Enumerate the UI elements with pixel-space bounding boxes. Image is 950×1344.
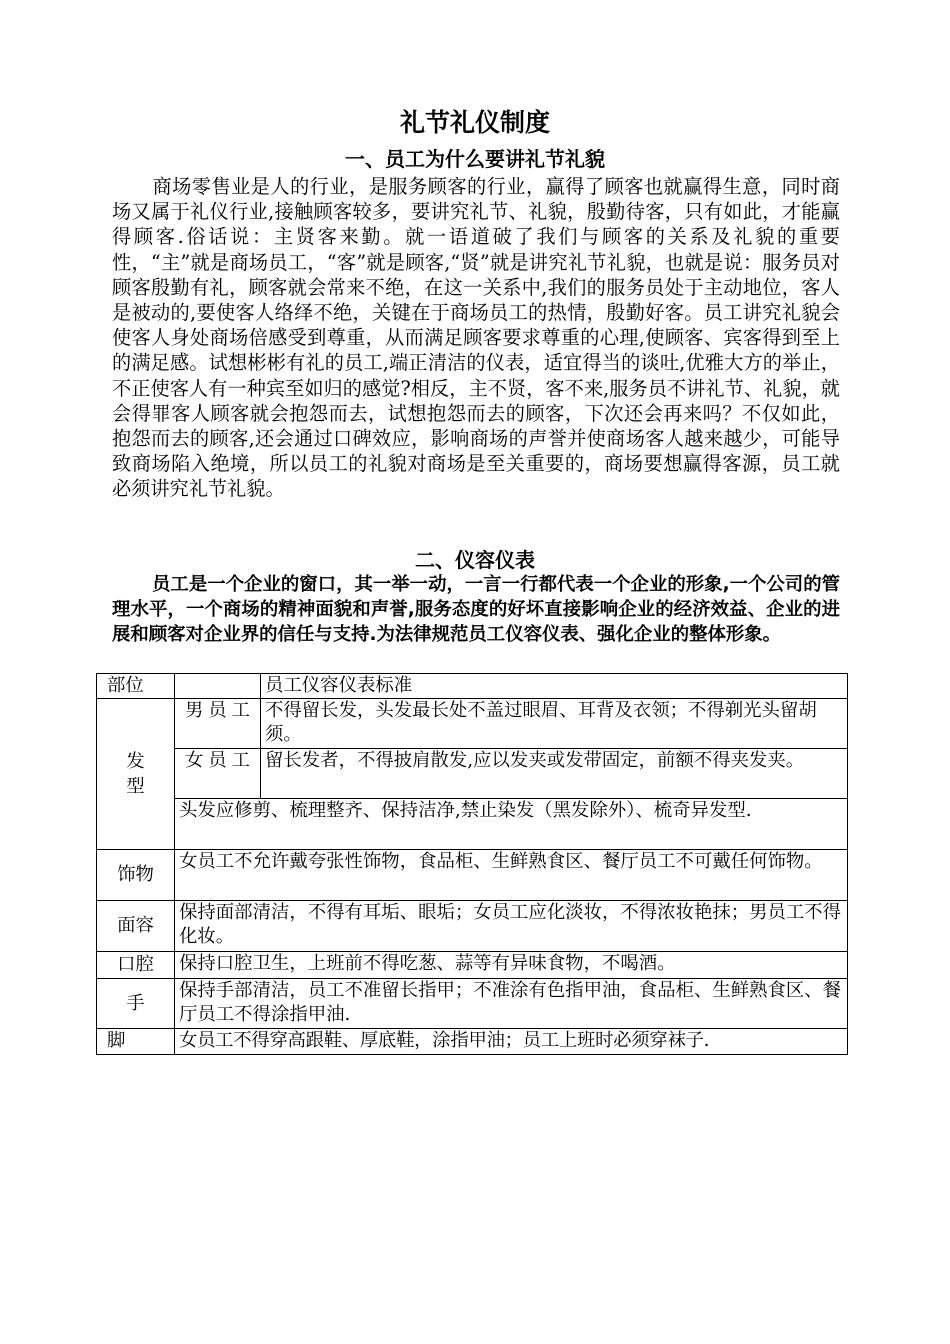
table-row-hair-female [97, 749, 848, 799]
part-label-hair: 发型 [126, 751, 145, 797]
part-cell-face: 面容 [97, 901, 175, 952]
appearance-standards-table [96, 673, 848, 1055]
table-row-face [97, 901, 848, 952]
table-row-hair-male [97, 699, 848, 749]
table-row-accessories [97, 850, 848, 901]
section2-body-text: 员工是一个企业的窗口，其一举一动，一言一行都代表一个企业的形象,一个公司的管理水平，一个商场的精神面貌和声誉,服务态度的好坏直接影响企业的经济效益、企业的进展和顾客对企业界的信任与支持.为法律规范员工仪容仪表、强化企业的整体形象。 [112, 574, 840, 646]
hair-general-text: 头发应修剪、梳理整齐、保持洁净,禁止染发（黑发除外）、梳奇异发型. [175, 799, 848, 850]
section1-heading: 一、员工为什么要讲礼节礼貌 [345, 147, 605, 171]
hands-text: 保持手部清洁，员工不准留长指甲；不准涂有色指甲油，食品柜、生鲜熟食区、餐厅员工不得涂指甲油. [175, 979, 848, 1029]
document-title: 礼节礼仪制度 [399, 108, 550, 137]
table-row-hair-general [97, 799, 848, 850]
section2-body [112, 572, 840, 648]
part-cell-accessories: 饰物 [97, 850, 175, 901]
table-header-row [97, 674, 848, 699]
table-row-hands [97, 979, 848, 1029]
part-cell-mouth: 口腔 [97, 952, 175, 979]
accessories-text: 女员工不允许戴夸张性饰物，食品柜、生鲜熟食区、餐厅员工不可戴任何饰物。 [175, 850, 848, 901]
feet-text: 女员工不得穿高跟鞋、厚底鞋，涂指甲油；员工上班时必须穿袜子. [175, 1029, 848, 1055]
hair-male-label: 男员工 [175, 699, 261, 749]
hair-female-label: 女员工 [175, 749, 261, 799]
hair-female-text: 留长发者，不得披肩散发,应以发夹或发带固定，前额不得夹发夹。 [261, 749, 848, 799]
part-cell-feet: 脚 [97, 1029, 175, 1055]
section1-body [112, 174, 840, 502]
header-part-cell: 部位 [97, 674, 175, 699]
table-row-feet [97, 1029, 848, 1055]
section2-heading: 二、仪容仪表 [415, 548, 535, 572]
part-cell-hands: 手 [97, 979, 175, 1029]
face-text: 保持面部清洁，不得有耳垢、眼垢；女员工应化淡妆，不得浓妆艳抹；男员工不得化妆。 [175, 901, 848, 952]
header-standard-cell: 员工仪容仪表标准 [261, 674, 848, 699]
mouth-text: 保持口腔卫生，上班前不得吃葱、蒜等有异味食物，不喝酒。 [175, 952, 848, 979]
table-row-mouth [97, 952, 848, 979]
header-blank-cell [175, 674, 261, 699]
hair-male-text: 不得留长发，头发最长处不盖过眼眉、耳背及衣领；不得剃光头留胡须。 [261, 699, 848, 749]
part-cell-hair [97, 699, 175, 850]
section1-body-text: 商场零售业是人的行业，是服务顾客的行业，赢得了顾客也就赢得生意，同时商场又属于礼仪行业,接触顾客较多，要讲究礼节、礼貌，殷勤待客，只有如此，才能赢得顾客.俗话说：主贤客来勤。就一语道破了我们与顾客的关系及礼貌的重要性，“主”就是商场员工，“客”就是顾客,“贤”就是讲究礼节礼貌，也就是说：服务员对顾客殷勤有礼，顾客就会常来不绝，在这一关系中,我们的服务员处于主动地位，客人是被动的,要使客人络绎不绝，关键在于商场员工的热情，殷勤好客。员工讲究礼貌会使客人身处商场倍感受到尊重，从而满足顾客要求尊重的心理,使顾客、宾客得到至上的满足感。试想彬彬有礼的员工,端正清洁的仪表，适宜得当的谈吐,优雅大方的举止，不正使客人有一种宾至如归的感觉?相反，主不贤，客不来,服务员不讲礼节、礼貌，就会得罪客人顾客就会抱怨而去，试想抱怨而去的顾客，下次还会再来吗？不仅如此，抱怨而去的顾客,还会通过口碑效应，影响商场的声誉并使商场客人越来越少，可能导致商场陷入绝境，所以员工的礼貌对商场是至关重要的，商场要想赢得客源，员工就必须讲究礼节礼貌。 [112, 175, 840, 501]
